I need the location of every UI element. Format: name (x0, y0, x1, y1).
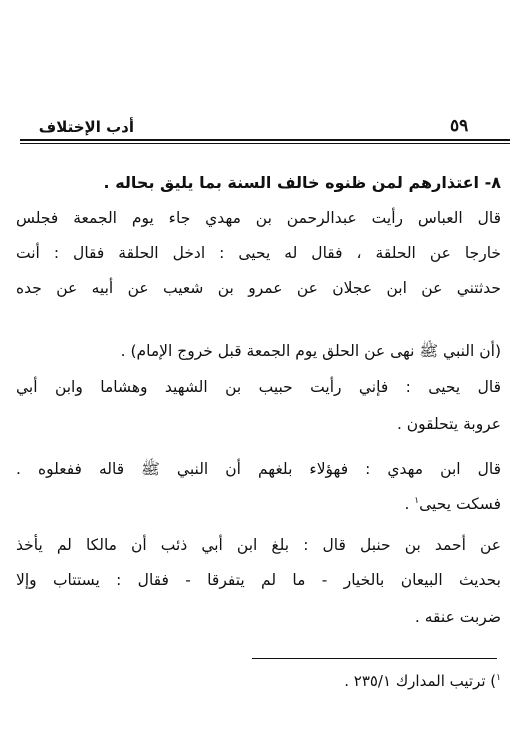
body-line: خارجا عن الحلقة ، فقال له يحيى : ادخل الحلقة فقال : أنت (16, 244, 501, 262)
footnote-reference: ١ (414, 496, 420, 506)
body-line: عن أحمد بن حنبل قال : بلغ ابن أبي ذئب أن مالكا لم يأخذ (16, 536, 501, 554)
body-line: قال العباس رأيت عبدالرحمن بن مهدي جاء يوم الجمعة فجلس (16, 209, 501, 227)
footnote-marker: ١ (496, 673, 501, 683)
footnote-separator (252, 658, 497, 659)
body-line: قال ابن مهدي : فهؤلاء بلغهم أن النبي ﷺ قاله ففعلوه . (16, 460, 501, 478)
body-line: عروبة يتحلقون . (396, 415, 501, 433)
body-line-with-footnote: فسكت يحيى$^١$ . (404, 495, 501, 514)
body-line: (أن النبي ﷺ نهى عن الحلق يوم الجمعة قبل خروج الإمام) . (120, 342, 501, 360)
header-rule (20, 139, 510, 141)
body-line: حدثتني عن ابن عجلان عن عمرو بن شعيب عن أبيه عن جده (16, 279, 501, 297)
footnote-text: ترتيب المدارك ٢٣٥/١ . (344, 672, 486, 690)
body-line: قال يحيى : فإني رأيت حبيب بن الشهيد وهشاما وابن أبي (16, 378, 501, 396)
running-header-title: أدب الإختلاف (38, 118, 134, 136)
body-line: بحديث البيعان بالخيار - ما لم يتفرقا - فقال : يستتاب وإلا (16, 571, 501, 589)
body-line-text: فسكت يحيى (419, 495, 501, 514)
page-number: ٥٩ (450, 116, 469, 135)
section-heading: ٨- اعتذارهم لمن ظنوه خالف السنة بما يليق بحاله . (103, 173, 501, 192)
body-line: ضربت عنقه . (414, 608, 501, 626)
footnote: $^١$) ترتيب المدارك ٢٣٥/١ . (344, 672, 501, 690)
header-rule-thin (20, 143, 510, 144)
